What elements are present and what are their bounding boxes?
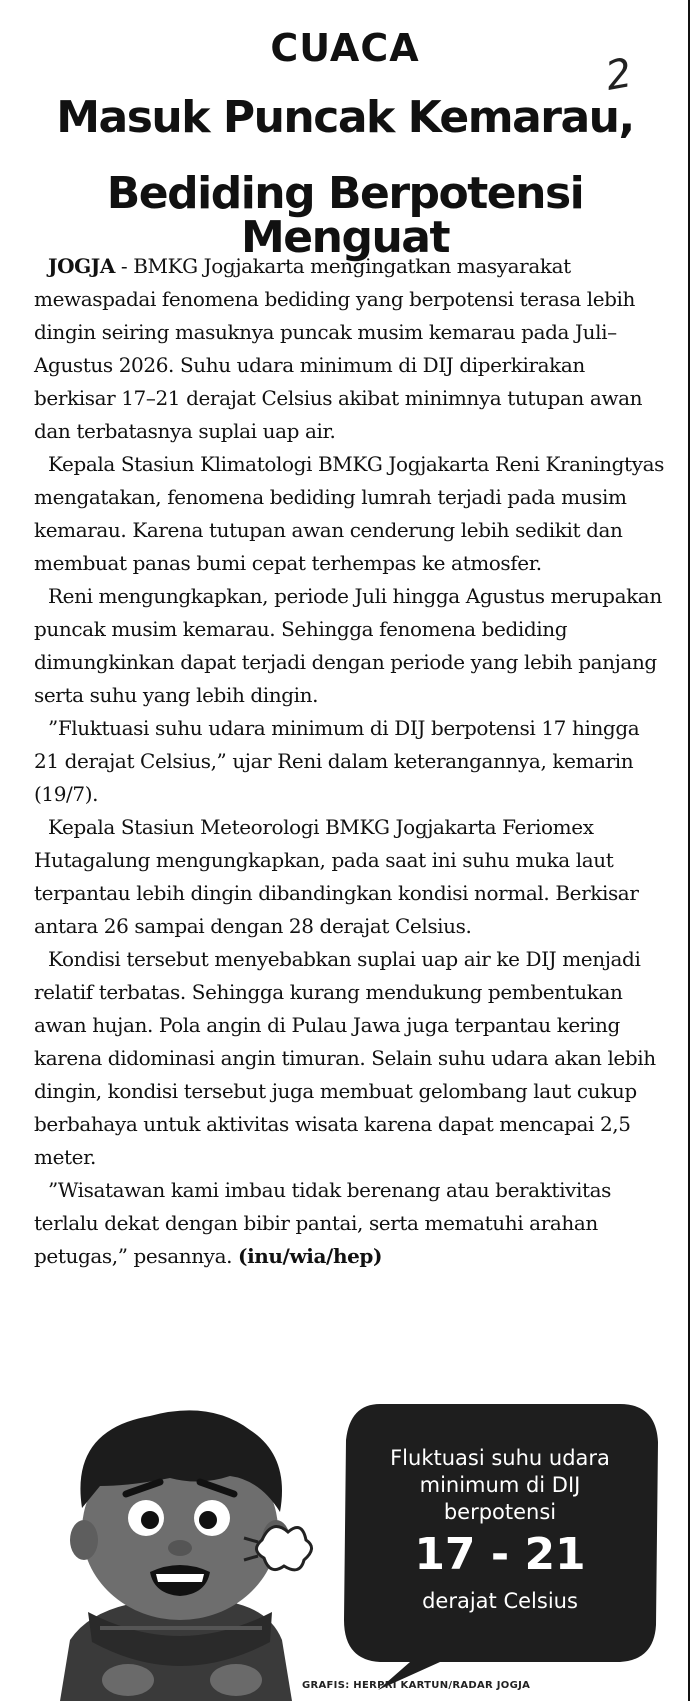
handwritten-mark: 2 (602, 50, 636, 100)
graphic-credit: GRAFIS: HERPRI KARTUN/RADAR JOGJA (302, 1680, 531, 1691)
bubble-line-3: berpotensi (443, 1500, 557, 1524)
article-paragraph-3: Reni mengungkapkan, periode Juli hingga Agustus merupakan puncak musim kemarau. Sehingga fenomena bediding dimungkinkan dapat terjadi dengan periode yang lebih panjang serta suhu yang lebih dingin. (34, 584, 662, 707)
section-rubric: CUACA (270, 26, 420, 70)
author-credit: (inu/wia/hep) (238, 1244, 383, 1268)
article-body (34, 250, 668, 1273)
article-paragraph-4: ”Fluktuasi suhu udara minimum di DIJ berpotensi 17 hingga 21 derajat Celsius,” ujar Reni dalam keterangannya, kemarin (19/7). (34, 716, 640, 806)
bubble-line-4: derajat Celsius (422, 1589, 578, 1613)
article-paragraph-7: ”Wisatawan kami imbau tidak berenang atau beraktivitas terlalu dekat dengan bibir pantai, serta mematuhi arahan petugas,” pesannya. (inu/wia/hep) (34, 1178, 611, 1268)
article-paragraph-6: Kondisi tersebut menyebabkan suplai uap air ke DIJ menjadi relatif terbatas. Sehingga kurang mendukung pembentukan awan hujan. Pola angin di Pulau Jawa juga terpantau kering karena didominasi angin timuran. Selain suhu udara akan lebih dingin, kondisi tersebut juga membuat gelombang laut cukup berbahaya untuk aktivitas wisata karena dapat mencapai 2,5 meter. (34, 947, 656, 1169)
article-paragraph-5: Kepala Stasiun Meteorologi BMKG Jogjakarta Feriomex Hutagalung mengungkapkan, pada saat ini suhu muka laut terpantau lebih dingin dibandingkan kondisi normal. Berkisar antara 26 sampai dengan 28 derajat Celsius. (34, 815, 639, 938)
bubble-line-1: Fluktuasi suhu udara (390, 1446, 610, 1470)
dateline: JOGJA (48, 254, 115, 278)
headline-line-2: Bediding Berpotensi Menguat (106, 168, 584, 263)
article-paragraph-1: JOGJA - BMKG Jogjakarta mengingatkan masyarakat mewaspadai fenomena bediding yang berpotensi terasa lebih dingin seiring masuknya puncak musim kemarau pada Juli–Agustus 2026. Suhu udara minimum di DIJ diperkirakan berkisar 17–21 derajat Celsius akibat minimnya tutupan awan dan terbatasnya suplai uap air. (34, 254, 643, 443)
bubble-temperature-range: 17 - 21 (414, 1529, 586, 1580)
article-paragraph-2: Kepala Stasiun Klimatologi BMKG Jogjakarta Reni Kraningtyas mengatakan, fenomena bediding lumrah terjadi pada musim kemarau. Karena tutupan awan cenderung lebih sedikit dan membuat panas bumi cepat terhempas ke atmosfer. (34, 452, 664, 575)
headline-line-1: Masuk Puncak Kemarau, (56, 92, 634, 143)
bubble-line-2: minimum di DIJ (419, 1473, 581, 1497)
